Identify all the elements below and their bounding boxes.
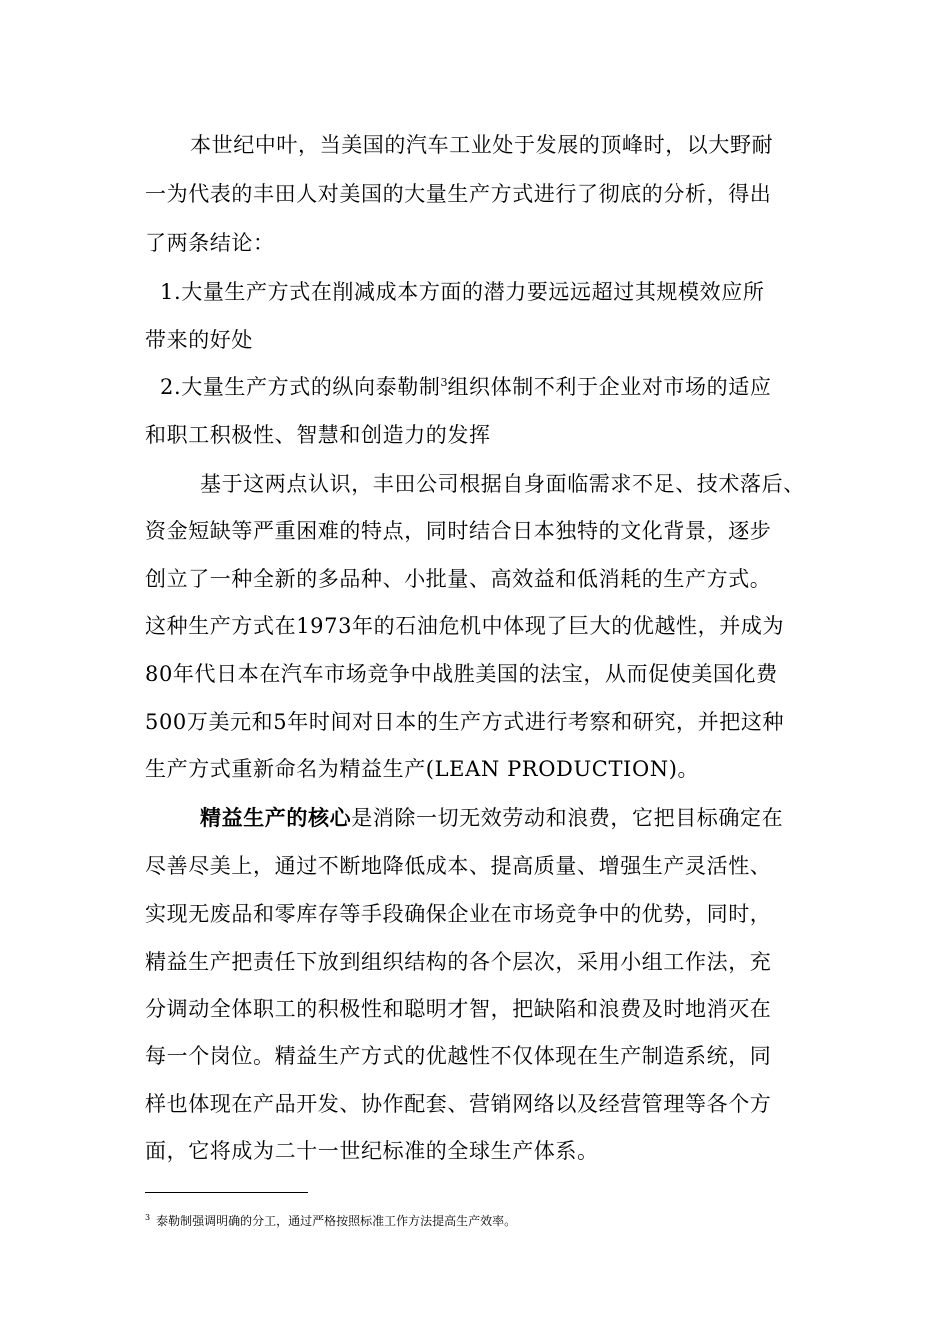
conclusion-2-text-a: 2.大量生产方式的纵向泰勒制 (160, 375, 441, 399)
paragraph-1-line-2: 一为代表的丰田人对美国的大量生产方式进行了彻底的分析，得出 (145, 182, 772, 206)
paragraph-2-line-2: 资金短缺等严重困难的特点，同时结合日本独特的文化背景，逐步 (145, 519, 772, 543)
paragraph-3-line-8: 面，它将成为二十一世纪标准的全球生产体系。 (145, 1139, 599, 1163)
bold-lead-phrase: 精益生产的核心 (200, 806, 352, 830)
footnote-mark: 3 (145, 1213, 151, 1222)
paragraph-1-line-1: 本世纪中叶，当美国的汽车工业处于发展的顶峰时，以大野耐 (190, 133, 774, 157)
footnote-text: 泰勒制强调明确的分工，通过严格按照标准工作方法提高生产效率。 (156, 1214, 517, 1228)
paragraph-3-line-7: 样也体现在产品开发、协作配套、营销网络以及经营管理等各个方 (145, 1092, 772, 1116)
paragraph-3-line-5: 分调动全体职工的积极性和聪明才智，把缺陷和浪费及时地消灭在 (145, 997, 772, 1021)
paragraph-3-line-2: 尽善尽美上，通过不断地降低成本、提高质量、增强生产灵活性、 (145, 854, 772, 878)
footnote (145, 1213, 516, 1229)
conclusion-1-line-2: 带来的好处 (145, 328, 253, 352)
paragraph-1-line-3: 了两条结论： (145, 231, 275, 255)
paragraph-2-line-6: 500万美元和5年时间对日本的生产方式进行考察和研究，并把这种 (145, 710, 785, 734)
paragraph-3-line-1 (200, 804, 783, 832)
conclusion-1-line-1: 1.大量生产方式在削减成本方面的潜力要远远超过其规模效应所 (160, 280, 765, 304)
conclusion-2-line-1 (160, 373, 771, 401)
paragraph-2-line-3: 创立了一种全新的多品种、小批量、高效益和低消耗的生产方式。 (145, 567, 772, 591)
paragraph-2-line-5: 80年代日本在汽车市场竞争中战胜美国的法宝，从而促使美国化费 (145, 662, 778, 686)
paragraph-3-line-4: 精益生产把责任下放到组织结构的各个层次，采用小组工作法，充 (145, 950, 772, 974)
paragraph-2-line-4: 这种生产方式在1973年的石油危机中体现了巨大的优越性，并成为 (145, 614, 785, 638)
paragraph-3-line-6: 每一个岗位。精益生产方式的优越性不仅体现在生产制造系统，同 (145, 1044, 772, 1068)
paragraph-3-line-1-rest: 是消除一切无效劳动和浪费，它把目标确定在 (351, 806, 784, 830)
footnote-reference[interactable]: 3 (440, 376, 448, 389)
paragraph-3-line-3: 实现无废品和零库存等手段确保企业在市场竞争中的优势，同时， (145, 902, 772, 926)
conclusion-2-line-2: 和职工积极性、智慧和创造力的发挥 (145, 423, 491, 447)
paragraph-2-line-1: 基于这两点认识，丰田公司根据自身面临需求不足、技术落后、 (200, 472, 805, 496)
footnote-separator (145, 1192, 308, 1193)
paragraph-2-line-7: 生产方式重新命名为精益生产(LEAN PRODUCTION)。 (145, 757, 700, 781)
conclusion-2-text-b: 组织体制不利于企业对市场的适应 (447, 375, 772, 399)
